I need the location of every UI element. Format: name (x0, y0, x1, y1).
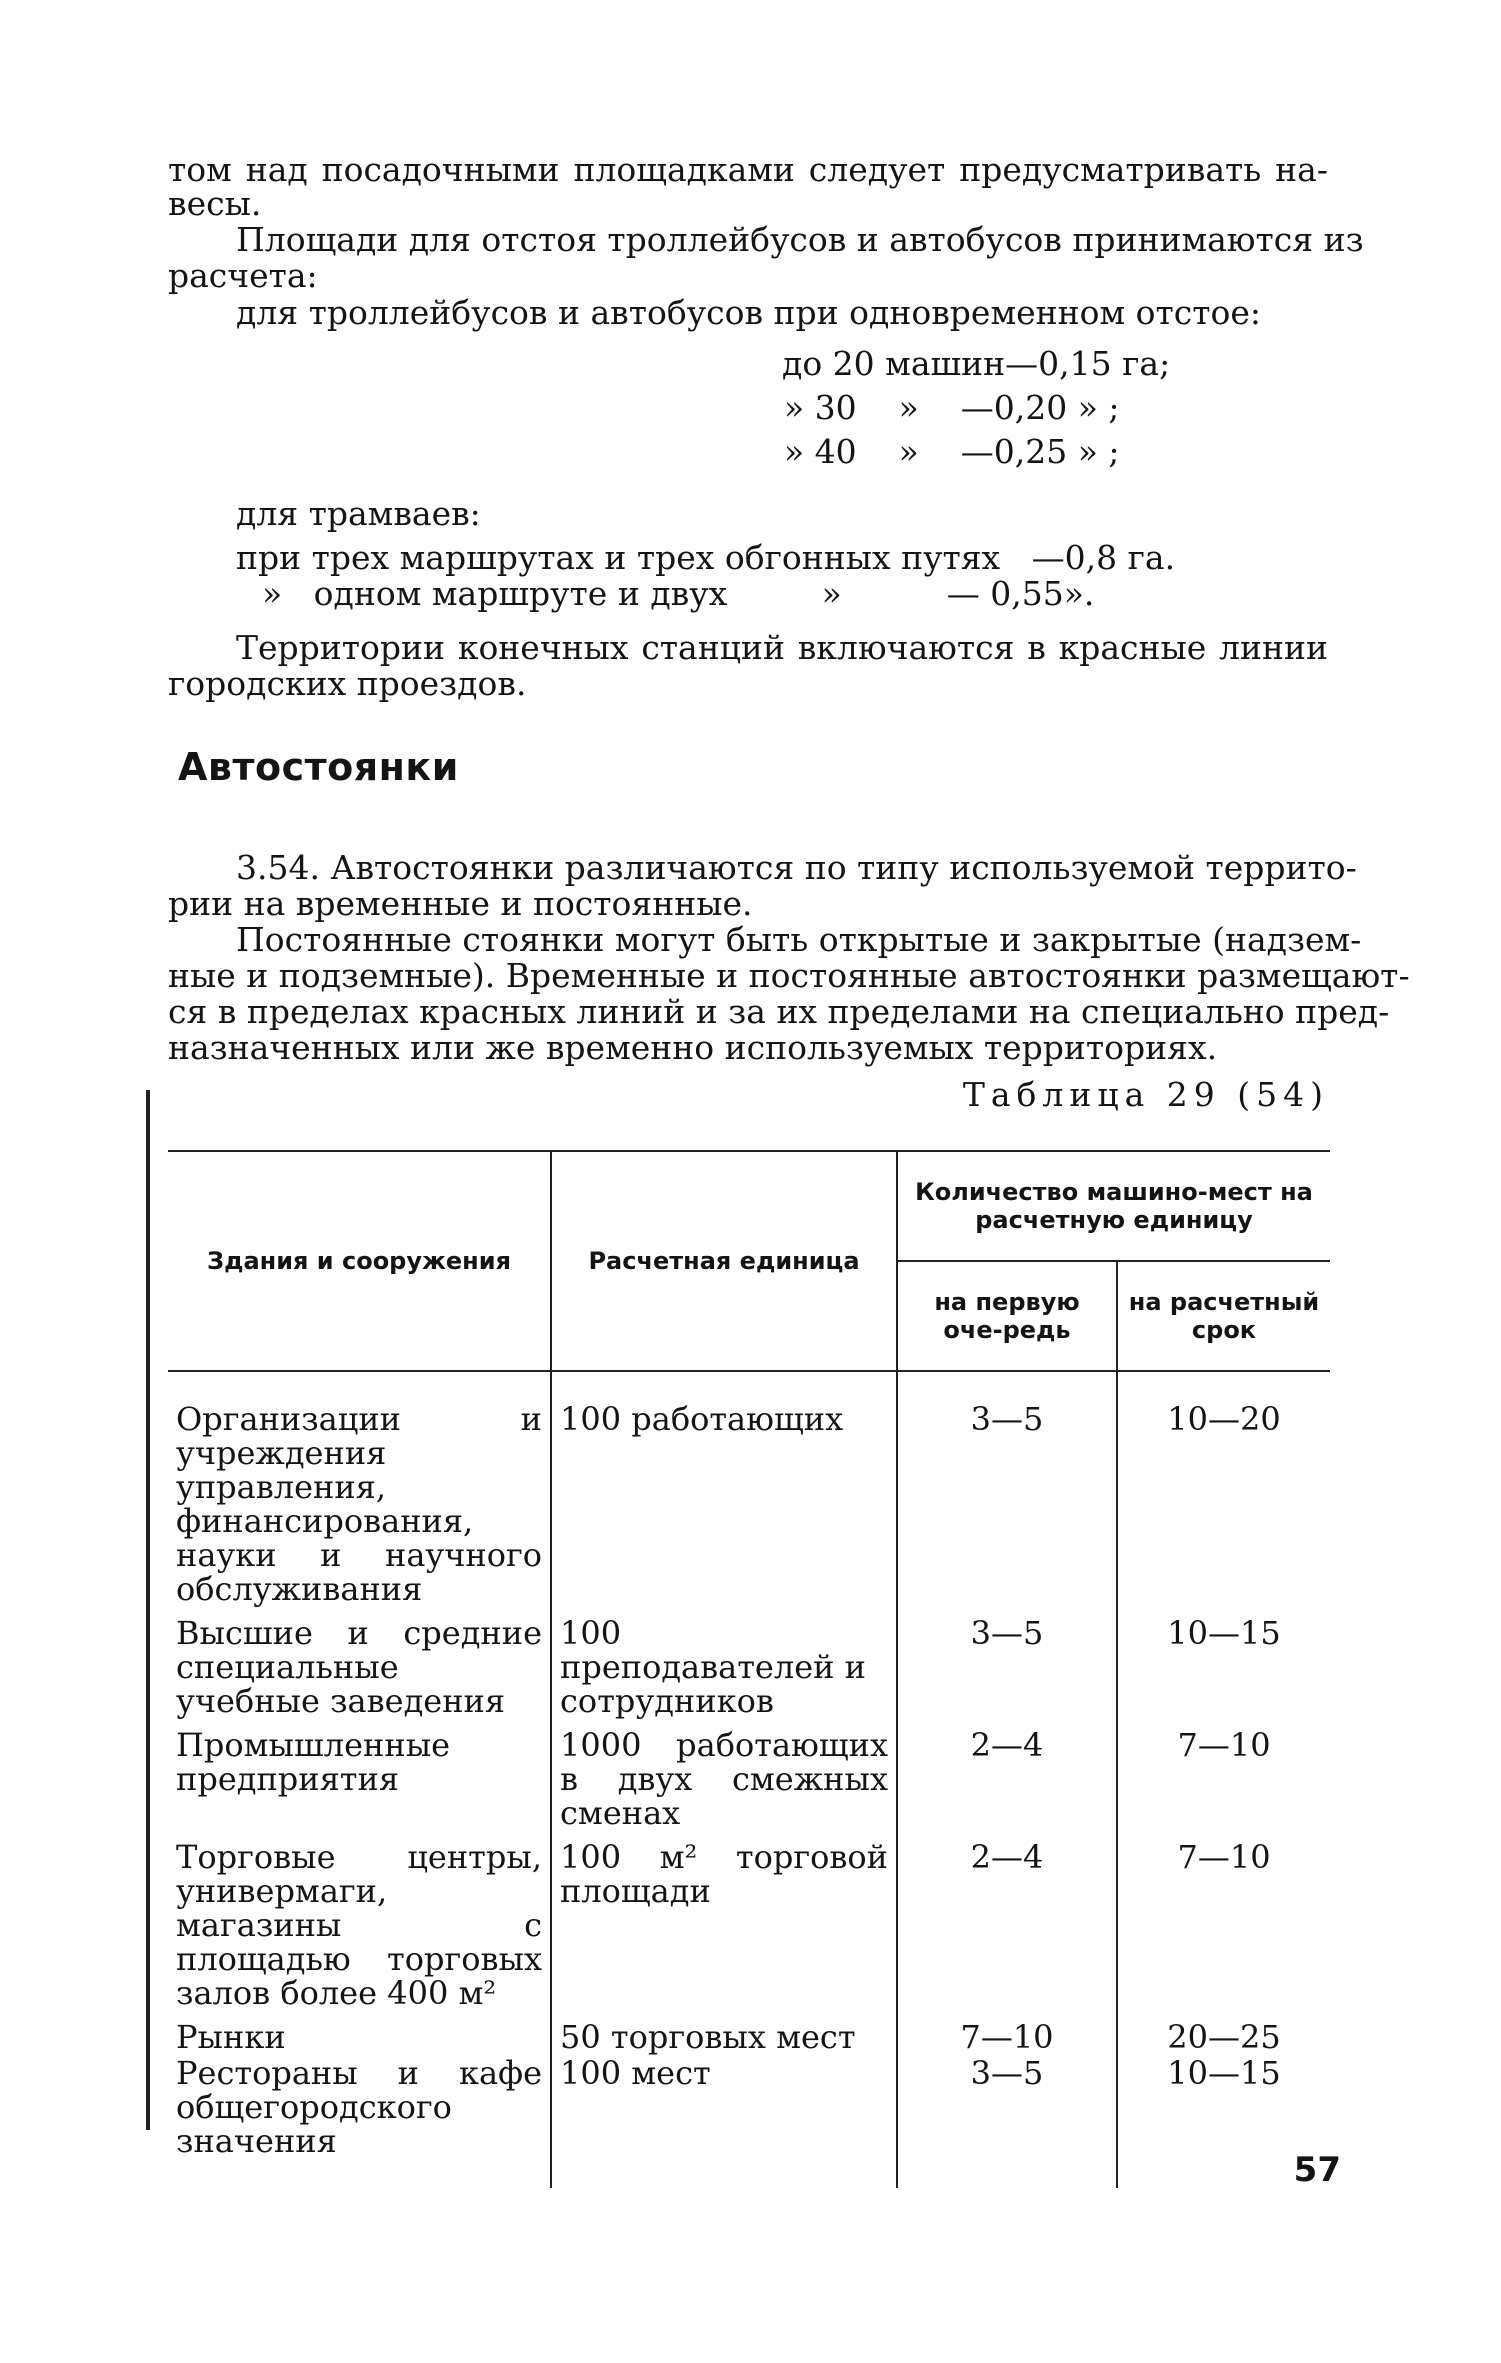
text-line: Постоянные стоянки могут быть открытые и закрытые (надзем- (236, 920, 1362, 959)
first-stage-cell: 3—5 (897, 1371, 1117, 1614)
text-line: 3.54. Автостоянки различаются по типу используемой террито- (236, 848, 1357, 887)
first-stage-cell: 3—5 (897, 2054, 1117, 2188)
text-line: ные и подземные). Временные и постоянные автостоянки размещают- (168, 956, 1410, 995)
unit-cell: 100 преподавателей и сотрудников (551, 1614, 897, 1726)
building-cell: Высшие и средние специальные учебные заведения (176, 1614, 542, 1720)
parking-norms-table (168, 1150, 1330, 2188)
first-stage-cell: 3—5 (897, 1614, 1117, 1726)
header-count: Количество машино-мест на расчетную единицу (897, 1151, 1330, 1261)
table-row (168, 2018, 1330, 2054)
table-row (168, 2054, 1330, 2188)
text-line: назначенных или же временно используемых территориях. (168, 1028, 1218, 1067)
section-heading: Автостоянки (178, 745, 459, 789)
table-caption: Таблица 29 (54) (962, 1075, 1329, 1114)
text-line: Территории конечных станций включаются в красные линии (236, 628, 1328, 667)
term-cell: 7—10 (1117, 1726, 1330, 1838)
text-line: для троллейбусов и автобусов при одновременном отстое: (236, 293, 1262, 332)
text-line: том над посадочными площадками следует предусматривать на- (168, 150, 1328, 189)
term-cell: 10—15 (1117, 2054, 1330, 2188)
text-line: весы. (168, 184, 262, 223)
page-number: 57 (1293, 2150, 1341, 2190)
header-unit: Расчетная единица (551, 1151, 897, 1371)
building-cell: Рынки (176, 2018, 286, 2056)
header-term: на расчетный срок (1117, 1261, 1330, 1371)
header-first-stage: на первую оче-редь (897, 1261, 1117, 1371)
text-line: городских проездов. (168, 664, 527, 703)
building-cell: Организации и учреждения управления, финансирования, науки и научного обслуживания (176, 1400, 542, 1608)
text-line: рии на временные и постоянные. (168, 884, 753, 923)
term-cell: 10—20 (1117, 1371, 1330, 1614)
table-row (168, 1726, 1330, 1838)
text-line: при трех маршрутах и трех обгонных путях —0,8 га. (236, 538, 1176, 577)
text-line: расчета: (168, 256, 318, 295)
text-line: ся в пределах красных линий и за их пределами на специально пред- (168, 992, 1390, 1031)
table-row (168, 1614, 1330, 1726)
rate-line: » 40 » —0,25 » ; (784, 432, 1120, 471)
table-row (168, 1838, 1330, 2018)
term-cell: 20—25 (1117, 2018, 1330, 2054)
rate-line: » 30 » —0,20 » ; (784, 388, 1120, 427)
term-cell: 10—15 (1117, 1614, 1330, 1726)
building-cell: Промышленные предприятия (176, 1726, 451, 1798)
table-row (168, 1371, 1330, 1614)
rate-line: до 20 машин—0,15 га; (782, 344, 1171, 383)
text-line: Площади для отстоя троллейбусов и автобусов принимаются из (236, 220, 1364, 259)
unit-cell: 100 работающих (551, 1371, 897, 1614)
unit-cell: 1000 работающих в двух смежных сменах (551, 1726, 897, 1838)
margin-rule (146, 1090, 150, 2130)
term-cell: 7—10 (1117, 1838, 1330, 2018)
unit-cell: 100 м² торговой площади (551, 1838, 897, 2018)
first-stage-cell: 2—4 (897, 1838, 1117, 2018)
unit-cell: 100 мест (551, 2054, 897, 2188)
header-building: Здания и сооружения (168, 1151, 551, 1371)
unit-cell: 50 торговых мест (551, 2018, 897, 2054)
building-cell: Торговые центры, универмаги, магазины с площадью торговых залов более 400 м² (176, 1838, 542, 2012)
text-line: для трамваев: (236, 494, 481, 533)
text-line: » одном маршруте и двух » — 0,55». (262, 574, 1095, 613)
first-stage-cell: 2—4 (897, 1726, 1117, 1838)
building-cell: Рестораны и кафе общегородского значения (176, 2054, 542, 2160)
first-stage-cell: 7—10 (897, 2018, 1117, 2054)
